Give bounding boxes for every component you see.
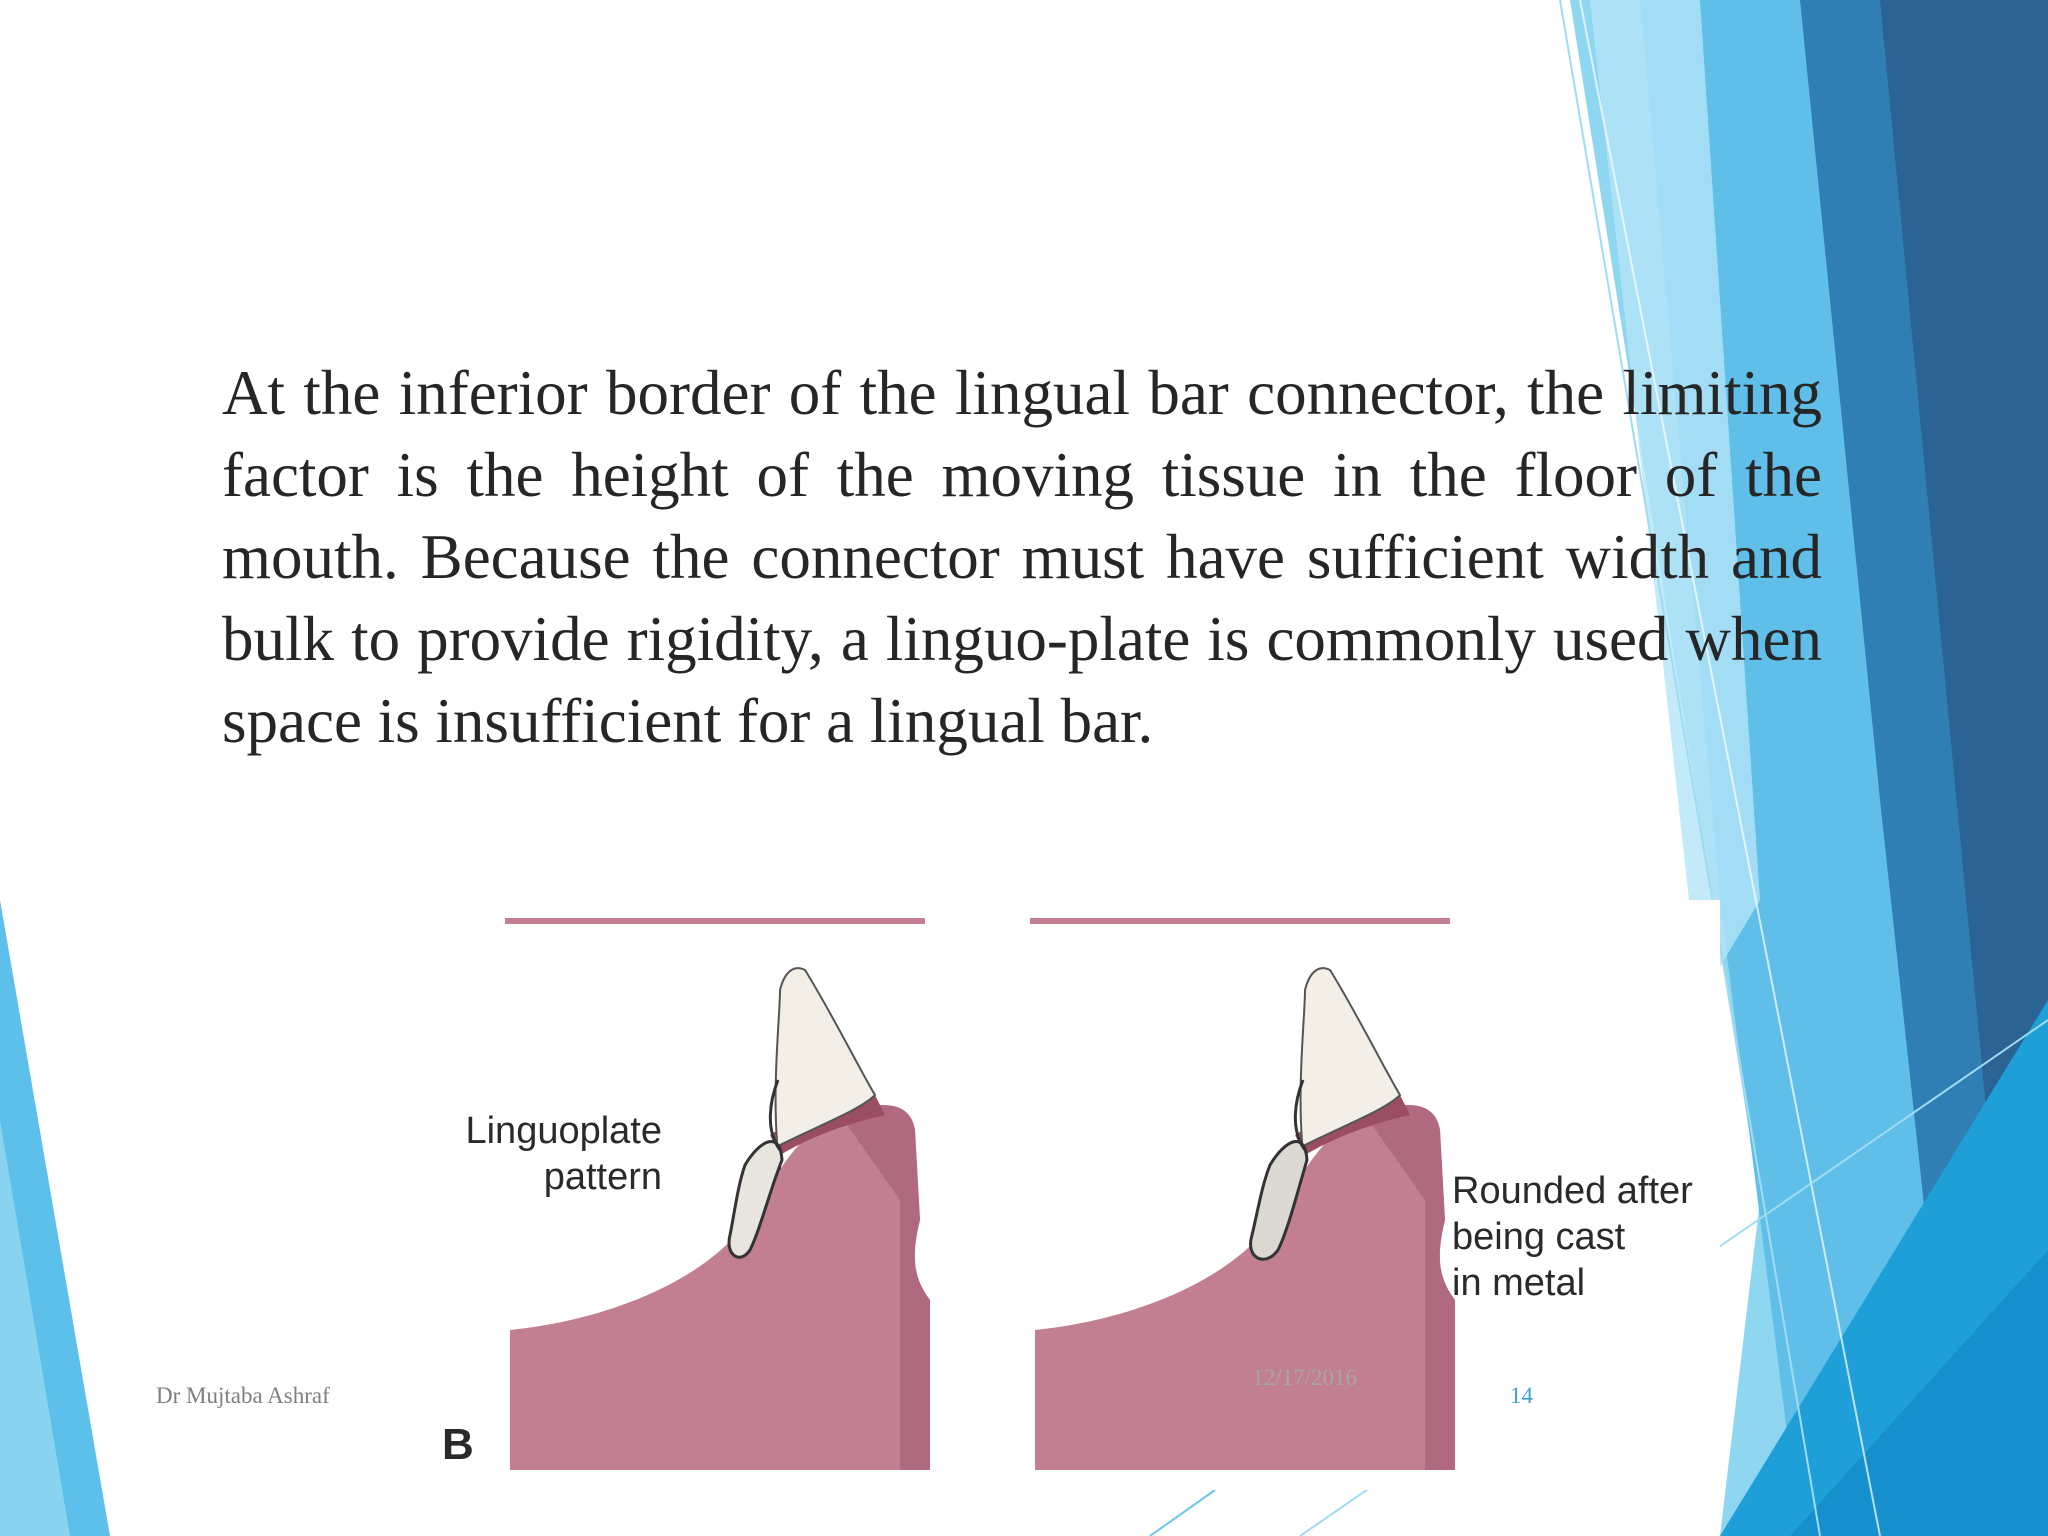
linguoplate-pattern-label: Linguoplate pattern (465, 1110, 662, 1198)
right-gum (1035, 1105, 1455, 1470)
deco-left-line (1150, 1490, 1215, 1536)
figure-panel-letter: B (442, 1420, 474, 1469)
footer-date: 12/17/2016 (1252, 1365, 1357, 1390)
slide-body-text: At the inferior border of the lingual bar connector, the limiting factor is the height of the moving tissue in the floor of the mouth. Because the connector must have sufficient width and bulk to provide rigidity, a linguo-plate is commonly used when space is insufficient for a lingual bar. (222, 358, 1822, 756)
dental-figure (140, 900, 1720, 1490)
left-tooth-drawing (510, 968, 930, 1470)
slide-page-number: 14 (1510, 1383, 1533, 1408)
footer-author: Dr Mujtaba Ashraf (156, 1383, 330, 1408)
figure-top-bar-left (505, 918, 925, 924)
rounded-after-cast-label: Rounded after being cast in metal (1452, 1170, 1693, 1304)
right-tooth-drawing (1035, 968, 1455, 1470)
figure-top-bar-right (1030, 918, 1450, 924)
